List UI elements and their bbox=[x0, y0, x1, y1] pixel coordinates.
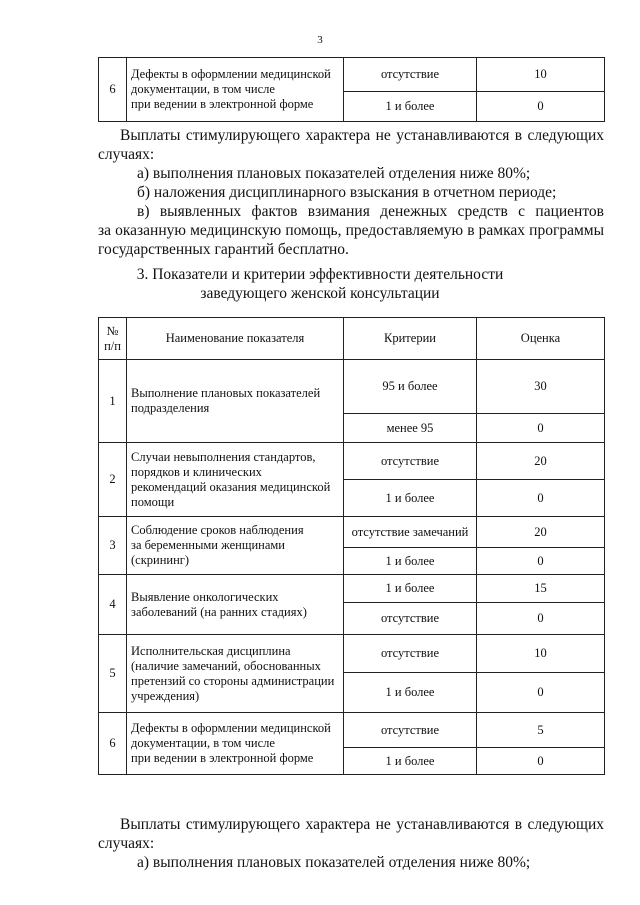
criterion-cell: 1 и более bbox=[344, 575, 477, 603]
score-cell: 10 bbox=[477, 635, 605, 673]
section-3-title-line-1: 3. Показатели и критерии эффективности деятельности bbox=[136, 266, 504, 283]
table-row bbox=[99, 58, 605, 92]
score-cell: 0 bbox=[477, 748, 605, 775]
table-row bbox=[99, 517, 605, 548]
score-cell: 0 bbox=[477, 548, 605, 575]
criterion-cell: 1 и более bbox=[344, 673, 477, 713]
indicator-name-line: претензий со стороны администрации bbox=[131, 673, 335, 688]
score-cell: 10 bbox=[477, 58, 605, 92]
criterion-cell: отсутствие bbox=[344, 713, 477, 748]
criterion-cell: отсутствие замечаний bbox=[344, 517, 477, 548]
paragraph-1-line-1: Выплаты стимулирующего характера не устанавливаются в следующих bbox=[120, 127, 604, 144]
page-number: 3 bbox=[317, 34, 323, 46]
row-number: 1 bbox=[99, 360, 127, 443]
table-row bbox=[99, 635, 605, 673]
table-row bbox=[99, 713, 605, 748]
section-3-title-line-2: заведующего женской консультации bbox=[200, 285, 440, 302]
paragraph-1-item-c-line-2: за оказанную медицинскую помощь, предоставляемую в рамках программы bbox=[98, 222, 604, 239]
score-cell: 5 bbox=[477, 713, 605, 748]
indicator-name-line: Дефекты в оформлении медицинской bbox=[131, 721, 331, 735]
score-cell: 30 bbox=[477, 360, 605, 414]
indicator-name-line: Соблюдение сроков наблюдения bbox=[131, 523, 304, 537]
paragraph-1-item-a: а) выполнения плановых показателей отделения ниже 80%; bbox=[137, 165, 531, 182]
table-row bbox=[99, 575, 605, 603]
row-number: 5 bbox=[99, 635, 127, 713]
criterion-cell: менее 95 bbox=[344, 414, 477, 443]
paragraph-1-item-c-line-3: государственных гарантий бесплатно. bbox=[98, 241, 349, 258]
criterion-cell: отсутствие bbox=[344, 635, 477, 673]
score-cell: 0 bbox=[477, 480, 605, 517]
top-table bbox=[98, 57, 605, 122]
criterion-cell: 95 и более bbox=[344, 360, 477, 414]
criterion-cell: отсутствие bbox=[344, 443, 477, 480]
table-row bbox=[99, 443, 605, 480]
indicator-name-line: документации, в том числе bbox=[131, 82, 275, 96]
indicator-name-line: учреждения) bbox=[131, 688, 200, 703]
indicator-name-line: Случаи невыполнения стандартов, bbox=[131, 449, 316, 464]
indicator-name-line: порядков и клинических bbox=[131, 464, 262, 479]
criterion-cell: отсутствие bbox=[344, 58, 477, 92]
paragraph-1-item-c-line-1: в) выявленных фактов взимания денежных средств с пациентов bbox=[137, 203, 604, 220]
row-number: 2 bbox=[99, 443, 127, 517]
header-num bbox=[99, 318, 127, 360]
paragraph-2-line-2: случаях: bbox=[98, 835, 155, 852]
header-criteria: Критерии bbox=[344, 318, 477, 360]
criterion-cell: 1 и более bbox=[344, 548, 477, 575]
indicator-name bbox=[127, 517, 344, 575]
score-cell: 0 bbox=[477, 673, 605, 713]
indicator-name bbox=[127, 575, 344, 635]
indicator-name bbox=[127, 635, 344, 713]
indicator-name-line: документации, в том числе bbox=[131, 736, 275, 750]
header-num-line-2: п/п bbox=[104, 338, 121, 353]
indicator-name bbox=[127, 360, 344, 443]
indicator-name-line: Исполнительская дисциплина bbox=[131, 643, 291, 658]
indicator-name-line: подразделения bbox=[131, 401, 210, 415]
criterion-cell: 1 и более bbox=[344, 748, 477, 775]
score-cell: 20 bbox=[477, 517, 605, 548]
score-cell: 0 bbox=[477, 603, 605, 635]
header-score: Оценка bbox=[477, 318, 605, 360]
indicator-name-line: Выявление онкологических bbox=[131, 589, 279, 604]
paragraph-1-item-b: б) наложения дисциплинарного взыскания в отчетном периоде; bbox=[137, 184, 557, 201]
indicators-table bbox=[98, 317, 605, 775]
indicator-name-line: Дефекты в оформлении медицинской bbox=[131, 67, 331, 81]
criterion-cell: 1 и более bbox=[344, 92, 477, 122]
score-cell: 15 bbox=[477, 575, 605, 603]
row-number: 6 bbox=[99, 713, 127, 775]
paragraph-2-item-a: а) выполнения плановых показателей отделения ниже 80%; bbox=[137, 854, 531, 871]
indicator-name bbox=[127, 58, 344, 122]
indicator-name-line: при ведении в электронной форме bbox=[131, 751, 314, 765]
criterion-cell: отсутствие bbox=[344, 603, 477, 635]
table-header-row bbox=[99, 318, 605, 360]
paragraph-1-line-2: случаях: bbox=[98, 146, 155, 163]
header-num-line-1: № bbox=[106, 323, 119, 338]
row-number: 6 bbox=[99, 58, 127, 122]
score-cell: 0 bbox=[477, 414, 605, 443]
header-name: Наименование показателя bbox=[127, 318, 344, 360]
indicator-name bbox=[127, 713, 344, 775]
indicator-name-line: заболеваний (на ранних стадиях) bbox=[131, 604, 307, 619]
row-number: 3 bbox=[99, 517, 127, 575]
table-row bbox=[99, 360, 605, 414]
indicator-name bbox=[127, 443, 344, 517]
score-cell: 20 bbox=[477, 443, 605, 480]
indicator-name-line: Выполнение плановых показателей bbox=[131, 386, 321, 400]
indicator-name-line: помощи bbox=[131, 494, 175, 509]
score-cell: 0 bbox=[477, 92, 605, 122]
indicator-name-line: рекомендаций оказания медицинской bbox=[131, 479, 331, 494]
indicator-name-line: (наличие замечаний, обоснованных bbox=[131, 658, 321, 673]
indicator-name-line: при ведении в электронной форме bbox=[131, 97, 314, 111]
indicator-name-line: за беременными женщинами bbox=[131, 538, 285, 552]
row-number: 4 bbox=[99, 575, 127, 635]
criterion-cell: 1 и более bbox=[344, 480, 477, 517]
indicator-name-line: (скрининг) bbox=[131, 553, 190, 567]
paragraph-2-line-1: Выплаты стимулирующего характера не устанавливаются в следующих bbox=[120, 816, 604, 833]
